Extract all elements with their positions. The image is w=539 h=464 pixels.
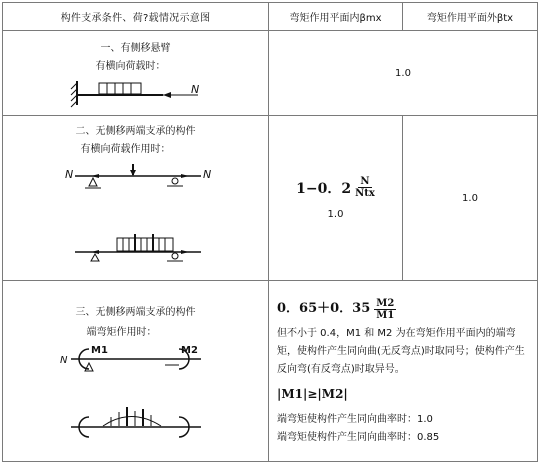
end-moment-rule-1: 端弯矩使构件产生同向曲率时：1.0 <box>277 413 433 425</box>
end-moment-rule-2: 端弯矩使构件产生同向曲率时：0.85 <box>277 431 440 443</box>
table-row-end-moments <box>3 281 538 462</box>
transverse-in-plane-value: 1.0 <box>327 209 344 220</box>
moment-label-m1: M1 <box>91 345 108 356</box>
end-moment-inequality: |M1|≥|M2| <box>277 386 348 401</box>
point-load-diagram <box>71 162 211 192</box>
header-row <box>3 3 538 31</box>
coefficient-table <box>2 2 538 462</box>
transverse-formula-denominator: Ntx <box>355 188 375 199</box>
axial-force-label-left: N <box>65 168 74 181</box>
end-moment-formula-denominator: M1 <box>376 309 395 321</box>
header-col-out-plane: 弯矩作用平面外βtx <box>403 3 538 31</box>
transverse-formula-lead: 1−0．2 <box>296 180 352 197</box>
header-col-in-plane: 弯矩作用平面内βmx <box>269 3 403 31</box>
table-row-cantilever <box>3 31 538 116</box>
cell-end-moment-diagram <box>3 281 269 462</box>
cell-end-moment-values <box>269 281 538 462</box>
transverse-formula-numerator: N <box>360 176 370 187</box>
axial-force-label-end: N <box>60 355 68 366</box>
end-moment-condition-text: 但不小于 0.4，M1 和 M2 为在弯矩作用平面内的端弯矩，使构件产生同向曲(无反弯点)时取同号；使构件产生反向弯(有反弯点)时取异号。 <box>277 327 525 375</box>
end-moment-formula-lead: 0．65＋0．35 <box>277 301 371 316</box>
header-col-conditions: 构件支承条件、荷?载情况示意图 <box>3 3 269 31</box>
cell-transverse-diagram <box>3 116 269 281</box>
caption-cantilever-title: 一、有侧移悬臂 <box>100 43 171 54</box>
axial-force-label-right: N <box>203 168 212 181</box>
caption-end-moment-title: 三、无侧移两端支承的构件 <box>75 307 196 318</box>
axial-force-label: N <box>191 83 200 96</box>
end-moment-formula-fraction <box>374 298 396 321</box>
cell-cantilever-value: 1.0 <box>269 31 538 116</box>
moment-label-m2: M2 <box>181 345 198 356</box>
transverse-formula-fraction <box>355 176 375 199</box>
distributed-load-diagram <box>71 230 211 264</box>
table-row-transverse <box>3 116 538 281</box>
transverse-formula <box>296 176 375 199</box>
cell-transverse-in-plane <box>269 116 403 281</box>
caption-cantilever-load: 有横向荷载时： <box>95 61 166 72</box>
caption-transverse-load: 有横向荷载作用时： <box>80 144 171 155</box>
cell-cantilever-diagram <box>3 31 269 116</box>
caption-end-moment-load: 端弯矩作用时： <box>86 327 157 338</box>
end-moment-formula <box>277 298 529 321</box>
cell-transverse-out-plane: 1.0 <box>403 116 538 281</box>
end-moment-condition-block <box>269 298 537 447</box>
caption-transverse-title: 二、无侧移两端支承的构件 <box>75 126 196 137</box>
end-moment-formula-numerator: M2 <box>376 297 395 309</box>
end-moment-load-diagram <box>61 403 211 443</box>
